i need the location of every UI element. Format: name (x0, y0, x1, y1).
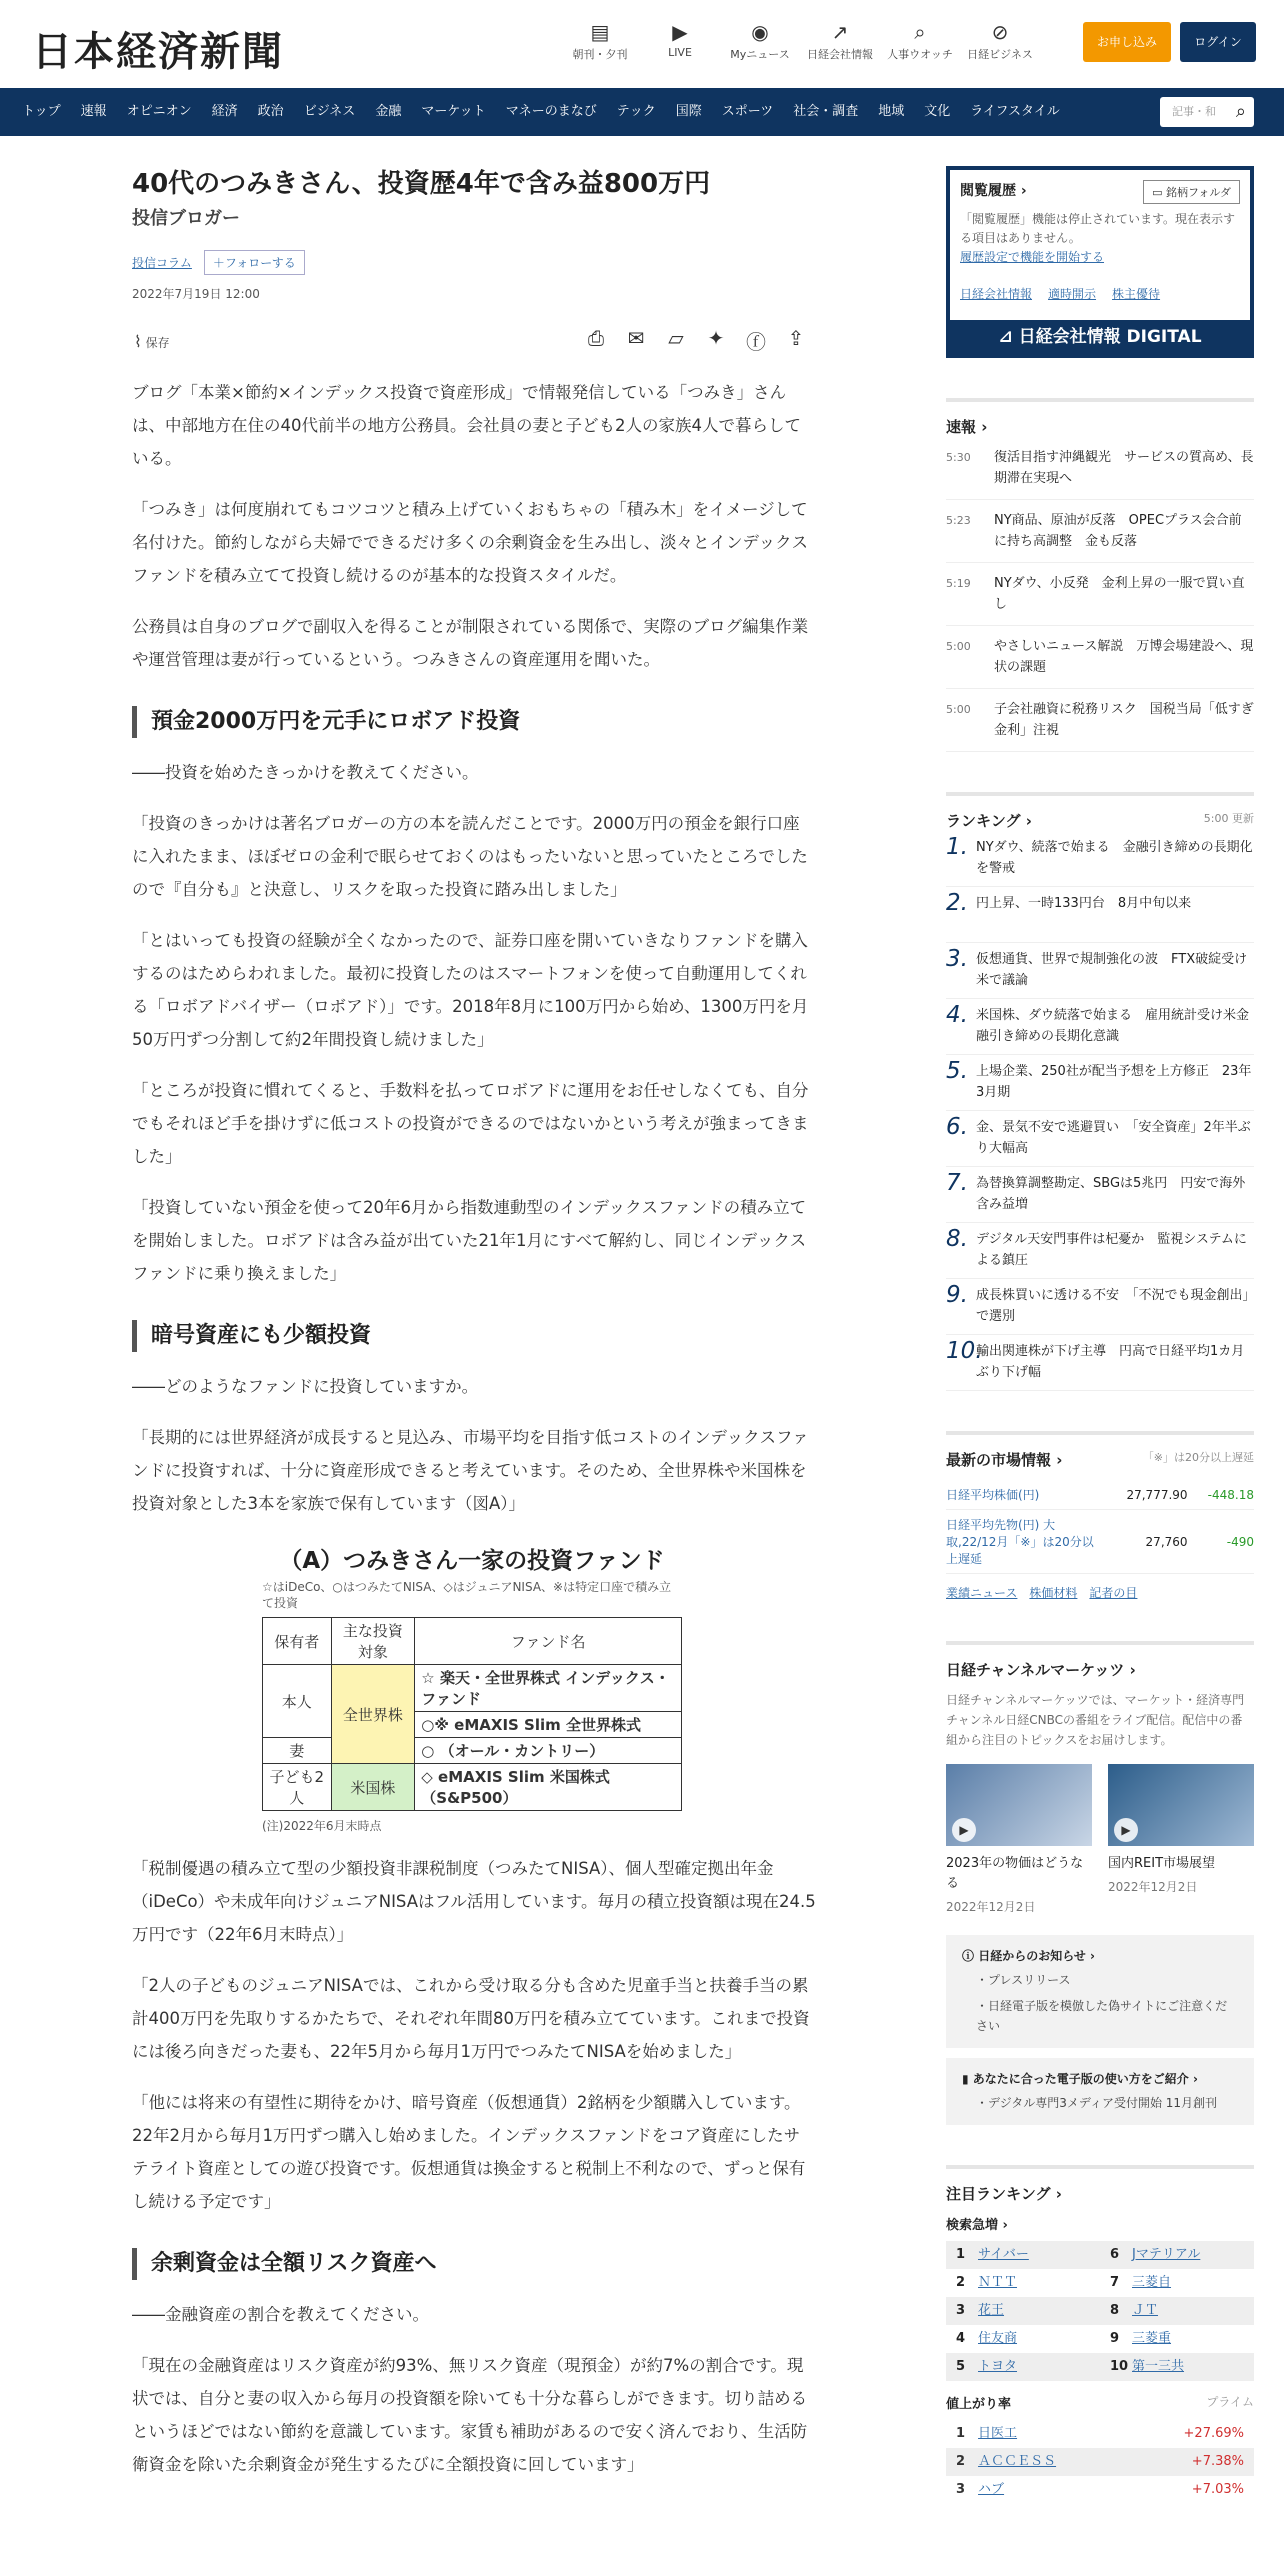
twitter-icon[interactable]: ✦ (707, 326, 725, 350)
info-icon: ⓘ (962, 1949, 975, 1963)
search-person-icon: ⌕ (914, 20, 926, 44)
nav-item-6[interactable]: 金融 (375, 104, 402, 119)
market-row (946, 1510, 1254, 1574)
news-headline[interactable]: やさしいニュース解説 万博会場建設へ、現状の課題 (994, 639, 1254, 675)
newspaper-icon: ▤ (590, 20, 610, 44)
video-thumbnail[interactable] (1108, 1764, 1254, 1846)
article-date: 2022年7月19日 12:00 (132, 287, 260, 301)
header-link-label: 日経ビジネス (967, 48, 1033, 61)
rank-number: 1. (946, 834, 968, 860)
attention-item[interactable] (946, 2241, 1100, 2269)
login-button[interactable]: ログイン (1180, 22, 1256, 62)
nav-item-3[interactable]: 経済 (211, 104, 238, 119)
rank-headline[interactable]: 為替換算調整勘定、SBGは5兆円 円安で海外含み益増 (976, 1176, 1246, 1212)
market-delay-note: 「※」は20分以上遅延 (1142, 1451, 1254, 1464)
video-title[interactable]: 国内REIT市場展望 (1108, 1856, 1216, 1871)
gainer-stock[interactable]: ＡＣＣＥＳＳ (978, 2454, 1057, 2469)
attention-rank: 4 (956, 2331, 966, 2346)
facebook-icon[interactable]: ⓕ (746, 330, 766, 354)
nav-item-12[interactable]: 社会・調査 (793, 104, 859, 119)
gainers-market[interactable]: プライム (1206, 2395, 1254, 2409)
gainer-stock[interactable]: 日医工 (978, 2426, 1018, 2441)
clip-icon: ⌇ (134, 332, 142, 351)
news-time: 5:23 (946, 514, 971, 527)
article-paragraph: 公務員は自身のブログで副収入を得ることが制限されている関係で、実際のブログ編集作業や運営管理は妻が行っているという。つみきさんの資産運用を聞いた。 (132, 617, 809, 669)
fund-cell: ○ （オール・カントリー） (415, 1738, 682, 1764)
rank-number: 2. (946, 890, 968, 916)
quick-news-item[interactable] (946, 563, 1254, 626)
section-heading: 預金2000万円を元手にロボアド投資 (132, 706, 816, 738)
fund-cell: ☆ 楽天・全世界株式 インデックス・ファンド (415, 1665, 682, 1712)
nav-item-13[interactable]: 地域 (878, 104, 905, 119)
header-link-label: 日経会社情報 (807, 48, 873, 61)
article-subtitle: 投信ブロガー (132, 208, 240, 229)
header-link-5[interactable] (960, 18, 1040, 62)
ranking-item[interactable] (946, 1279, 1254, 1335)
gainer-change: +27.69% (1183, 2426, 1244, 2441)
rank-headline[interactable]: 輸出関連株が下げ主導 円高で日経平均1カ月ぶり下げ幅 (976, 1344, 1245, 1380)
rank-number: 10. (946, 1338, 983, 1364)
attention-rank: 10 (1110, 2359, 1129, 2374)
user-icon: ◉ (751, 20, 769, 44)
ranking-title[interactable]: ランキング (946, 812, 1021, 830)
channel-title[interactable]: 日経チャンネルマーケッツ › (946, 1661, 1136, 1679)
table-header-cell: 主な投資対象 (331, 1618, 415, 1665)
article-paragraph: ブログ「本業×節約×インデックス投資で資産形成」で情報発信している「つみき」さんは、中部地方在住の40代前半の地方公務員。会社員の妻と子ども2人の家族4人で暮らしている。 (132, 383, 801, 468)
search-surge-title[interactable]: 検索急増 › (946, 2218, 1008, 2233)
attention-stock[interactable]: Jマテリアル (1132, 2247, 1201, 2262)
article-paragraph: 「つみき」は何度崩れてもコツコツと積み上げていくおもちゃの「積み木」をイメージして名付けた。節約しながら夫婦でできるだけ多くの余剰資金を生み出し、淡々とインデックスファンドを積み立てて投資し続けるのが基本的な投資スタイルだ。 (132, 500, 809, 585)
market-row (946, 1480, 1254, 1510)
history-settings-link[interactable]: 履歴設定で機能を開始する (960, 250, 1105, 264)
attention-item[interactable] (946, 2297, 1100, 2325)
quick-news-item[interactable] (946, 689, 1254, 752)
quick-news-item[interactable] (946, 626, 1254, 689)
market-value: 27,760 (1097, 1510, 1188, 1574)
rank-number: 7. (946, 1170, 968, 1196)
attention-item[interactable] (1100, 2353, 1254, 2381)
ranking-item[interactable] (946, 887, 1254, 943)
history-link-0[interactable]: 日経会社情報 (960, 287, 1033, 301)
attention-stock[interactable]: ＪＴ (1132, 2303, 1159, 2318)
main-nav (0, 88, 1284, 136)
rank-headline[interactable]: 米国株、ダウ続落で始まる 雇用統計受け米金融引き締めの長期化意識 (976, 1008, 1250, 1044)
market-link-0[interactable]: 業績ニュース (946, 1586, 1018, 1600)
attention-item[interactable] (946, 2269, 1100, 2297)
attention-rank: 2 (956, 2275, 966, 2290)
history-link-1[interactable]: 適時開示 (1048, 287, 1097, 301)
figure-legend: ☆はiDeCo、○はつみたてNISA、◇はジュニアNISA、※は特定口座で積み立て投資 (262, 1580, 672, 1610)
market-value: 27,777.90 (1097, 1480, 1188, 1510)
share-icon[interactable]: ⇪ (787, 326, 805, 350)
news-time: 5:19 (946, 577, 971, 590)
subscribe-button[interactable]: お申し込み (1083, 22, 1171, 62)
market-section: 最新の市場情報 › 「※」は20分以上遅延 日経平均株価(円) 27,777.90 -448.18 日経平均先物(円) 大取,22/12月「※」は20分以上遅延 27,760 -490 業績ニュース 株価材料 記者の目 (946, 1431, 1254, 1601)
video-date: 2022年12月2日 (1108, 1880, 1198, 1894)
gainer-row[interactable] (946, 2448, 1254, 2476)
attention-stock[interactable]: 住友商 (978, 2331, 1018, 2346)
attention-stock[interactable]: ＮＴＴ (978, 2275, 1018, 2290)
fund-table (262, 1617, 682, 1811)
target-cell: 全世界株 (331, 1665, 415, 1764)
nav-item-4[interactable]: 政治 (257, 104, 284, 119)
compass-icon: ⊘ (991, 20, 1009, 44)
gainer-name[interactable] (956, 2453, 1056, 2471)
gainer-stock[interactable]: ハブ (978, 2482, 1005, 2497)
attention-rank: 1 (956, 2247, 966, 2262)
article-paragraph: 「他には将来の有望性に期待をかけ、暗号資産（仮想通貨）2銘柄を少額購入しています。22年2月から毎月1万円ずつ購入し始めました。インデックスファンドをコア資産にしたサテライト資産としての遊び投資です。仮想通貨は換金すると税制上不利なので、ずっと保有し続ける予定です」 (132, 2093, 806, 2211)
attention-item[interactable] (1100, 2269, 1254, 2297)
header-link-2[interactable] (720, 18, 800, 62)
market-change: -490 (1188, 1510, 1254, 1574)
nav-item-15[interactable]: ライフスタイル (970, 104, 1060, 119)
nav-item-0[interactable]: トップ (22, 104, 61, 119)
header-icon-bar (560, 18, 1040, 62)
attention-rank: 6 (1110, 2247, 1120, 2262)
header-link-4[interactable] (880, 18, 960, 62)
save-label: 保存 (145, 336, 170, 350)
site-header (0, 0, 1284, 88)
target-cell: 米国株 (331, 1764, 415, 1811)
ranking-item[interactable] (946, 831, 1254, 887)
attention-ranking-section (946, 2165, 1254, 2504)
ranking-section: ランキング › 5:00 更新 1. NYダウ、続落で始まる 金融引き締めの長期化を警戒 2. 円上昇、一時133円台 8月中旬以来 3. 仮想通貨、世界で規制強化の波 FTX破綻受け米で議論 4. 米国株、ダウ続落で始まる 雇用統計受け米金融引き締めの長期化意識 5. 上場企業、250社が配当予想を上方修正 23年3月期 6. 金、景気不安で逃避買い 「安全資産」2年半ぶり大幅高 7. 為替換算調整勘定、SBGは5兆円 円安で海外含み益増 8. デジタル天安門事件は杞憂か 監視システムによる鎮圧 9. 成長株買いに透ける不安 「不況でも現金創出」で選別 10. 輸出関連株が下げ主導 円高で日経平均1カ月ぶり下げ幅 (946, 792, 1254, 1391)
guide-title[interactable]: ▮ あなたに合った電子版の使い方をご紹介 › (962, 2072, 1198, 2086)
nav-item-5[interactable]: ビジネス (303, 104, 356, 119)
article-paragraph: 「現在の金融資産はリスク資産が約93%、無リスク資産（現預金）が約7%の割合です。現状では、自分と妻の収入から毎月の投資額を除いても十分な暮らしができます。切り詰めるというほどではない節約を意識しています。家賃も補助があるので安く済んでおり、生活防衛資金を除いた余剰資金が発生するたびに全額投資に回しています」 (132, 2356, 808, 2474)
attention-stock[interactable]: トヨタ (978, 2359, 1018, 2374)
video-card[interactable] (946, 1764, 1092, 1915)
ranking-item[interactable] (946, 1223, 1254, 1279)
section-heading: 余剰資金は全額リスク資産へ (132, 2248, 816, 2280)
news-headline[interactable]: NYダウ、小反発 金利上昇の一服で買い直し (994, 576, 1245, 612)
guide-notice (946, 2058, 1254, 2125)
article-paragraph: 「とはいっても投資の経験が全くなかったので、証券口座を開いていきなりファンドを購入するのはためらわれました。最初に投資したのはスマートフォンを使って自動運用してくれる「ロボアドバイザー（ロボアド）」です。2018年8月に100万円から始め、1300万円を月50万円ずつ分割して約2年間投資し続けました」 (132, 931, 809, 1049)
article-toolbar (132, 326, 816, 358)
nikkei-notice (946, 1935, 1254, 2048)
notice-title[interactable]: ⓘ 日経からのお知らせ › (962, 1949, 1095, 1963)
article-paragraph: ――投資を始めたきっかけを教えてください。 (132, 763, 479, 782)
article-paragraph: ――金融資産の割合を教えてください。 (132, 2305, 429, 2324)
rank-headline[interactable]: デジタル天安門事件は杞憂か 監視システムによる鎮圧 (976, 1232, 1247, 1268)
article-paragraph: ――どのようなファンドに投資していますか。 (132, 1377, 479, 1396)
article-paragraph: 「投資のきっかけは著名ブロガーの方の本を読んだことです。2000万円の預金を銀行口座に入れたまま、ほぼゼロの金利で眠らせておくのはもったいないと思っていたところでしたので『自分も』と決意し、リスクを取った投資に踏み出しました」 (132, 814, 808, 899)
attention-rank: 7 (1110, 2275, 1120, 2290)
attention-stock[interactable]: 第一三共 (1132, 2359, 1185, 2374)
nav-item-10[interactable]: 国際 (675, 104, 702, 119)
rank-headline[interactable]: 成長株買いに透ける不安 「不況でも現金創出」で選別 (976, 1288, 1250, 1324)
nav-item-14[interactable]: 文化 (924, 104, 951, 119)
quick-news-item[interactable] (946, 437, 1254, 500)
quick-news-item[interactable] (946, 500, 1254, 563)
category-link[interactable]: 投信コラム (132, 256, 192, 270)
section-heading: 暗号資産にも少額投資 (132, 1320, 816, 1352)
attention-rank: 3 (956, 2303, 966, 2318)
ranking-item[interactable] (946, 1111, 1254, 1167)
video-icon: ▶ (672, 20, 688, 44)
rank-headline[interactable]: 仮想通貨、世界で規制強化の波 FTX破綻受け米で議論 (976, 952, 1248, 988)
market-name[interactable]: 日経平均先物(円) 大取,22/12月「※」は20分以上遅延 (946, 1510, 1097, 1574)
attention-stock[interactable]: サイバー (978, 2247, 1029, 2262)
news-headline[interactable]: 復活目指す沖縄観光 サービスの質高め、長期滞在実現へ (994, 450, 1254, 486)
gainer-change: +7.03% (1191, 2482, 1244, 2497)
attention-item[interactable] (946, 2353, 1100, 2381)
header-link-label: 人事ウオッチ (887, 48, 953, 61)
ranking-updated: 5:00 更新 (1203, 812, 1254, 825)
rank-headline[interactable]: 金、景気不安で逃避買い 「安全資産」2年半ぶり大幅高 (976, 1120, 1251, 1156)
ranking-item[interactable] (946, 1335, 1254, 1391)
rank-headline[interactable]: 円上昇、一時133円台 8月中旬以来 (976, 896, 1192, 911)
follow-button[interactable]: ＋フォローする (204, 250, 305, 275)
channel-description: 日経チャンネルマーケッツでは、マーケット・経済専門チャンネル日経CNBCの番組をライブ配信。配信中の番組から注目のトピックスをお届けします。 (946, 1693, 1245, 1747)
history-message: 「閲覧履歴」機能は停止されています。現在表示する項目はありません。 (960, 212, 1236, 245)
rank-number: 3. (946, 946, 968, 972)
quick-news-section (946, 398, 1254, 752)
rank-number: 9. (946, 1282, 968, 1308)
table-header-cell: ファンド名 (415, 1618, 682, 1665)
attention-stock[interactable]: 三菱自 (1132, 2275, 1172, 2290)
article-paragraph: 「2人の子どものジュニアNISAでは、これから受け取る分も含めた児童手当と扶養手当の累計400万円を先取りするかたちで、それぞれ年間80万円を積み立てています。これまで投資には後ろ向きだった妻も、22年5月から毎月1万円でつみたてNISAを始めました」 (132, 1976, 810, 2061)
attention-stock[interactable]: 三菱重 (1132, 2331, 1172, 2346)
company-info-digital-banner[interactable]: ⊿ 日経会社情報 DIGITAL (950, 320, 1250, 354)
news-headline[interactable]: 子会社融資に税務リスク 国税当局「低すぎ金利」注視 (994, 702, 1254, 738)
fund-cell: ○※ eMAXIS Slim 全世界株式 (415, 1712, 682, 1738)
gainers-title[interactable]: 値上がり率 (946, 2397, 1012, 2412)
video-card[interactable] (1108, 1764, 1254, 1915)
article-paragraph: 「長期的には世界経済が成長すると見込み、市場平均を目指す低コストのインデックスファンドに投資すれば、十分に資産形成できると考えています。そのため、全世界株や米国株を投資対象とした3本を家族で保有しています（図A）」 (132, 1428, 809, 1513)
figure-footnote: (注)2022年6月末時点 (262, 1819, 382, 1833)
video-title[interactable]: 2023年の物価はどうなる (946, 1856, 1084, 1891)
article-paragraph: 「投資していない預金を使って20年6月から指数連動型のインデックスファンドの積み立てを開始しました。ロボアドは含み益が出ていた21年1月にすべて解約し、同じインデックスファンドに乗り換えました」 (132, 1198, 807, 1283)
ranking-item[interactable] (946, 1167, 1254, 1223)
history-panel (946, 166, 1254, 358)
header-link-label: 朝刊・夕刊 (572, 48, 628, 61)
book-icon: ▮ (962, 2072, 969, 2086)
gainer-rank: 1 (956, 2426, 979, 2441)
header-link-label: LIVE (668, 46, 692, 59)
nav-item-7[interactable]: マーケット (421, 104, 486, 119)
rank-number: 8. (946, 1226, 968, 1252)
header-link-3[interactable] (800, 18, 880, 62)
ranking-item[interactable] (946, 999, 1254, 1055)
ranking-item[interactable] (946, 1055, 1254, 1111)
save-button[interactable] (134, 332, 170, 351)
nav-item-2[interactable]: オピニオン (126, 104, 192, 119)
header-link-0[interactable] (560, 18, 640, 62)
gainer-rank: 2 (956, 2454, 979, 2469)
search-icon[interactable]: ⌕ (1235, 101, 1246, 122)
gainer-name[interactable] (956, 2481, 1004, 2499)
nav-item-8[interactable]: マネーのまなび (505, 104, 597, 119)
news-time: 5:30 (946, 451, 971, 464)
print-icon[interactable]: ⎙ (588, 326, 604, 350)
ranking-item[interactable] (946, 943, 1254, 999)
article-title: 40代のつみきさん、投資歴4年で含み益800万円 (132, 169, 711, 199)
video-date: 2022年12月2日 (946, 1900, 1036, 1914)
attention-item[interactable] (1100, 2241, 1254, 2269)
attention-stock[interactable]: 花王 (978, 2303, 1005, 2318)
notice-item[interactable]: ・日経電子版を模倣した偽サイトにご注意ください (976, 1999, 1228, 2033)
article (132, 166, 816, 2481)
history-title[interactable]: 閲覧履歴 › (960, 183, 1027, 199)
market-change: -448.18 (1188, 1480, 1254, 1510)
news-headline[interactable]: NY商品、原油が反落 OPECプラス会合前に持ち高調整 金も反落 (994, 513, 1242, 549)
attention-item[interactable] (946, 2325, 1100, 2353)
gainer-row[interactable] (946, 2476, 1254, 2504)
follow-label: フォローする (224, 256, 296, 270)
play-icon[interactable]: ▶ (952, 1818, 976, 1842)
article-paragraph: 「ところが投資に慣れてくると、手数料を払ってロボアドに運用をお任せしなくても、自分でもそれほど手を掛けずに低コストの投資ができるのではないかという考えが強まってきました」 (132, 1081, 809, 1166)
attention-rank: 8 (1110, 2303, 1120, 2318)
nav-item-1[interactable]: 速報 (80, 104, 107, 119)
news-time: 5:00 (946, 703, 971, 716)
chart-icon: ⊿ (998, 327, 1013, 347)
nikkei-logo[interactable]: 日本経済新聞 (32, 28, 284, 75)
video-thumbnail[interactable] (946, 1764, 1092, 1846)
history-link-2[interactable]: 株主優待 (1112, 287, 1161, 301)
gainer-row[interactable] (946, 2420, 1254, 2448)
header-link-1[interactable] (640, 18, 720, 62)
folder-icon: ▭ (1152, 186, 1163, 199)
attention-title[interactable]: 注目ランキング › (946, 2185, 1062, 2203)
holder-cell: 妻 (263, 1738, 332, 1764)
figure-title: （A）つみきさん一家の投資ファンド (279, 1548, 665, 1574)
market-link-2[interactable]: 記者の目 (1089, 1586, 1138, 1600)
search-input[interactable] (1160, 97, 1254, 127)
news-time: 5:00 (946, 640, 971, 653)
fund-figure (262, 1542, 682, 1834)
channel-section (946, 1641, 1254, 1915)
header-link-label: Myニュース (730, 48, 790, 61)
nav-search-placeholder: 記事・和 (1172, 105, 1216, 118)
market-name[interactable]: 日経平均株価(円) (946, 1480, 1097, 1510)
guide-item[interactable]: ・デジタル専門3メディア受付開始 11月創刊 (976, 2096, 1218, 2110)
rank-headline[interactable]: NYダウ、続落で始まる 金融引き締めの長期化を警戒 (976, 840, 1253, 876)
chart-icon: ↗ (831, 20, 849, 44)
rank-headline[interactable]: 上場企業、250社が配当予想を上方修正 23年3月期 (976, 1064, 1252, 1100)
gainer-name[interactable] (956, 2425, 1017, 2443)
memo-icon[interactable]: ▱ (668, 326, 684, 350)
stock-folder-button[interactable]: ▭ 銘柄フォルダ (1143, 180, 1240, 204)
article-paragraph: 「税制優遇の積み立て型の少額投資非課税制度（つみたてNISA）、個人型確定拠出年金（iDeCo）や未成年向けジュニアNISAはフル活用しています。毎月の積立投資額は現在24.5万円です（22年6月末時点）」 (132, 1859, 816, 1944)
holder-cell: 子ども2人 (263, 1764, 332, 1811)
mail-icon[interactable]: ✉ (627, 326, 645, 350)
nav-item-11[interactable]: スポーツ (721, 104, 774, 119)
attention-rank: 9 (1110, 2331, 1120, 2346)
notice-item[interactable]: ・プレスリリース (976, 1973, 1071, 1987)
table-header-cell: 保有者 (263, 1618, 332, 1665)
rank-number: 4. (946, 1002, 968, 1028)
fund-cell: ◇ eMAXIS Slim 米国株式 （S&P500） (415, 1764, 682, 1811)
quick-news-title[interactable]: 速報 › (946, 418, 988, 436)
sidebar (946, 166, 1254, 2504)
attention-item[interactable] (1100, 2325, 1254, 2353)
market-link-1[interactable]: 株価材料 (1029, 1586, 1078, 1600)
rank-number: 5. (946, 1058, 968, 1084)
market-title[interactable]: 最新の市場情報 (946, 1451, 1052, 1469)
nav-item-9[interactable]: テック (616, 104, 656, 119)
holder-cell: 本人 (263, 1665, 332, 1738)
attention-item[interactable] (1100, 2297, 1254, 2325)
rank-number: 6. (946, 1114, 968, 1140)
gainer-change: +7.38% (1191, 2454, 1244, 2469)
play-icon[interactable]: ▶ (1114, 1818, 1138, 1842)
gainer-rank: 3 (956, 2482, 979, 2497)
attention-rank: 5 (956, 2359, 966, 2374)
